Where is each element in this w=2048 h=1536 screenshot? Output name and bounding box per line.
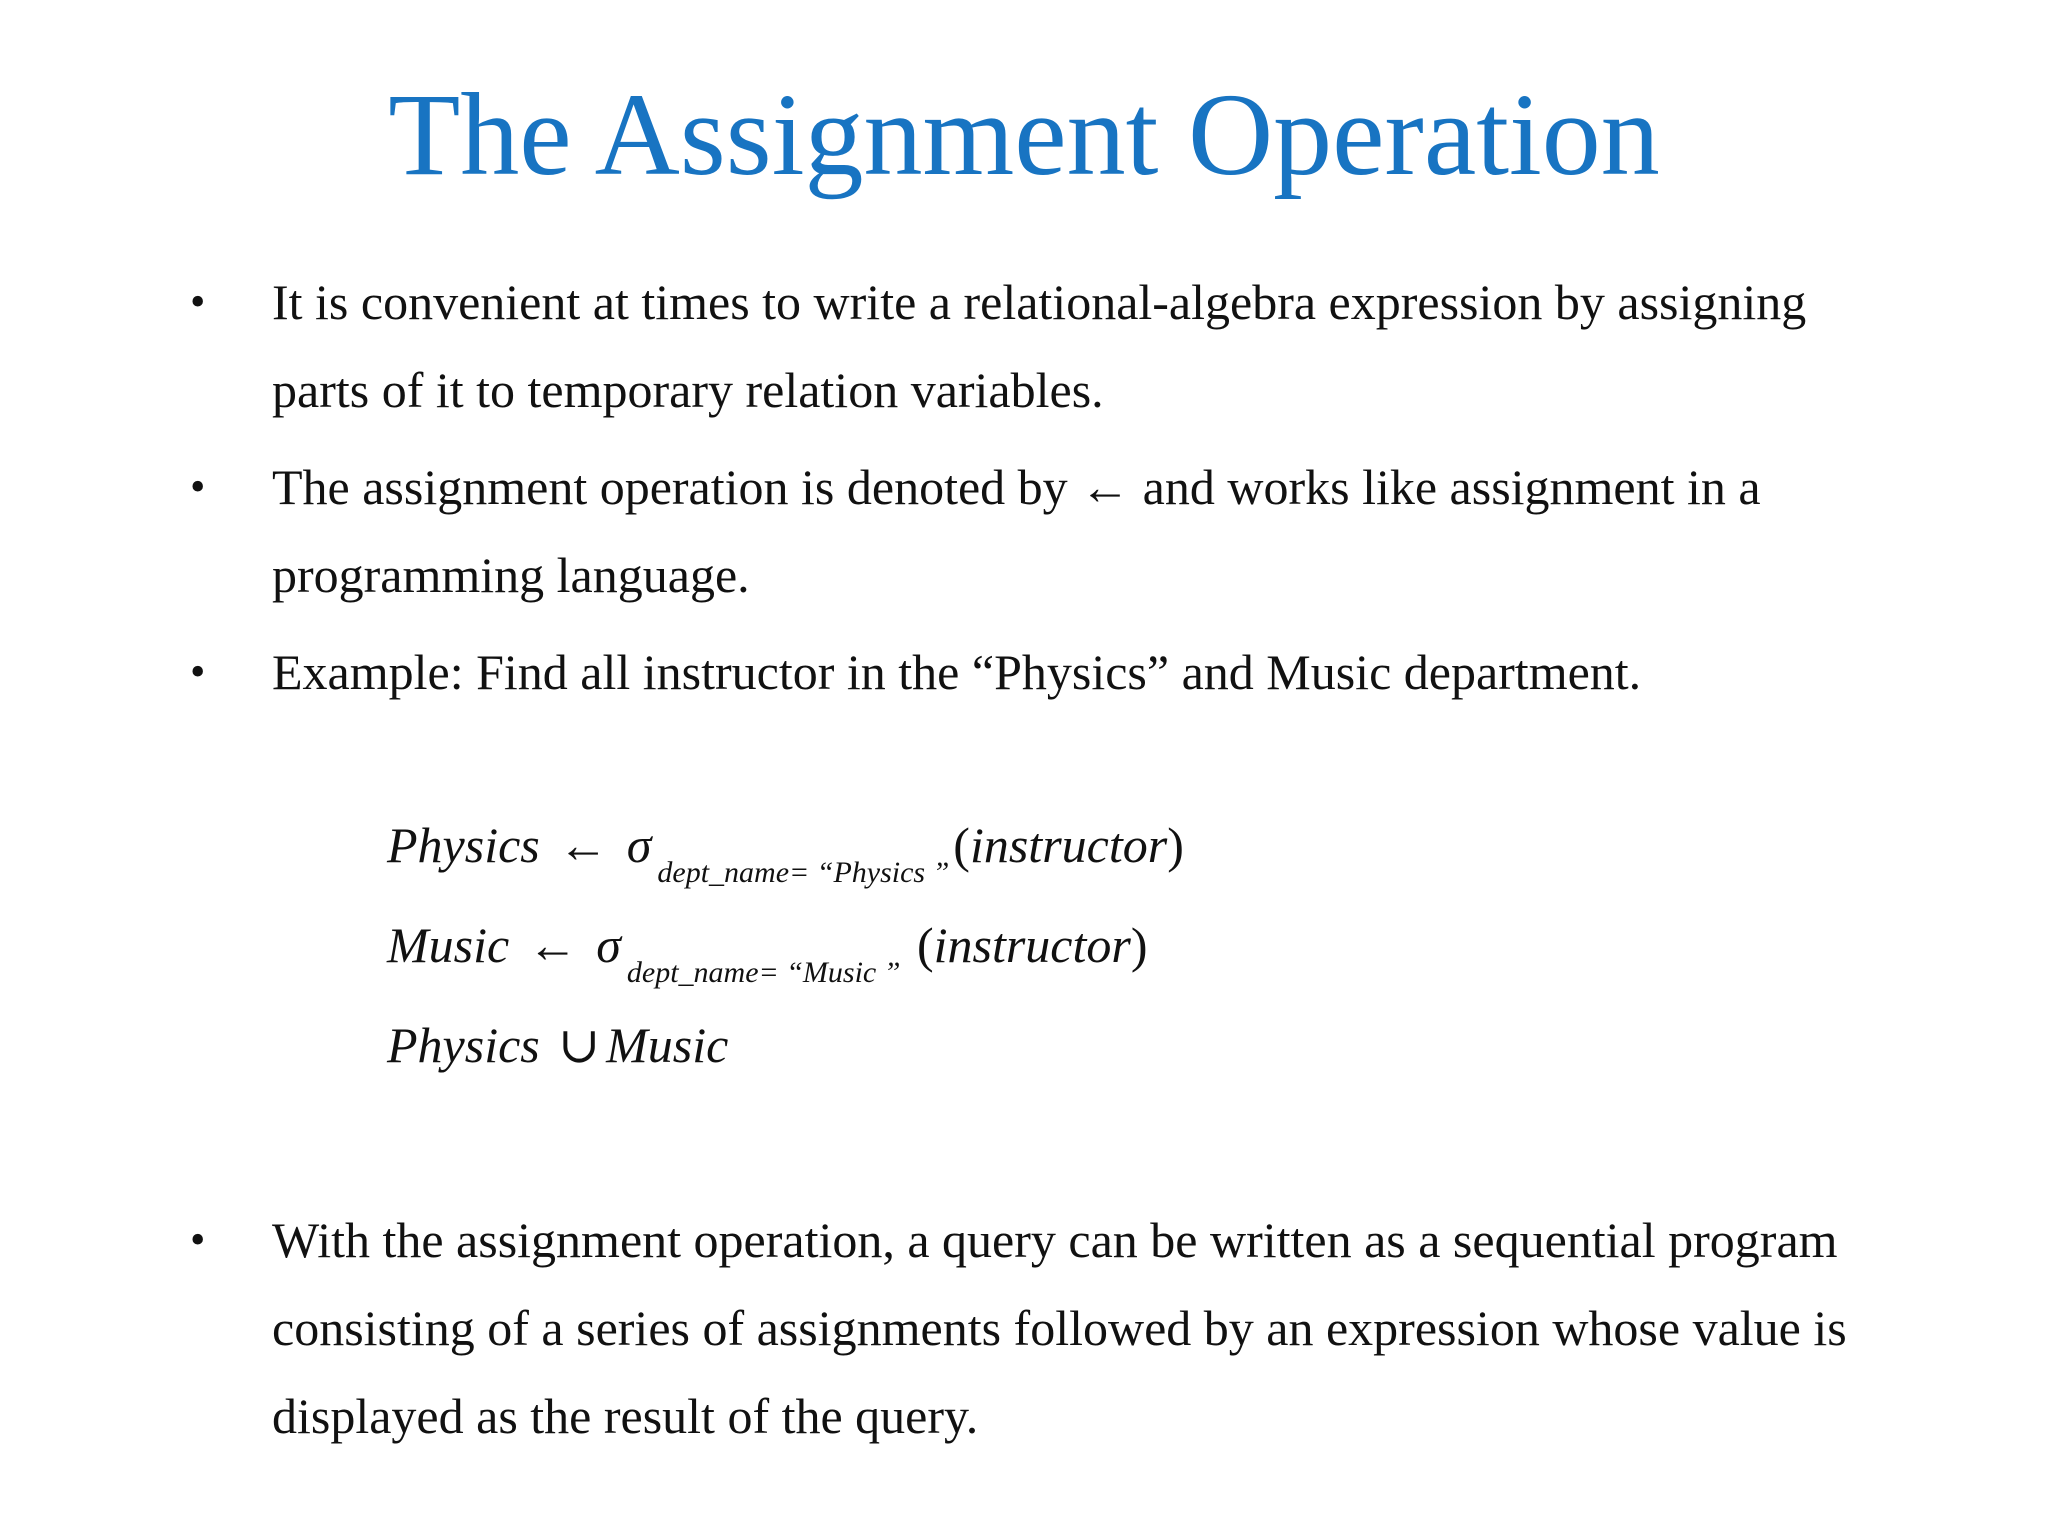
bullet-marker: •	[190, 462, 206, 511]
bullet-text: With the assignment operation, a query can be written as a sequential program consisting of a series of assignments followed by an expression whose value is displayed as the result of the query.	[272, 1212, 1847, 1444]
union-right-operand: Music	[606, 1017, 729, 1073]
assignment-arrow: ←	[558, 817, 609, 873]
bullet-text: It is convenient at times to write a relational-algebra expression by assigning parts of it to temporary relation variables.	[272, 274, 1807, 418]
bullet-marker: •	[190, 277, 206, 326]
formula-lhs: Physics	[387, 817, 540, 873]
formula-physics-assignment	[387, 815, 1184, 889]
relation-name: instructor	[969, 817, 1168, 873]
bullet-marker: •	[190, 647, 206, 696]
close-paren: )	[1167, 817, 1184, 873]
formula-music-assignment	[387, 915, 1148, 989]
bullet-text: The assignment operation is denoted by ← and works like assignment in a programming language.	[272, 459, 1761, 603]
select-operator: σ	[626, 817, 652, 873]
assignment-arrow: ←	[527, 917, 578, 973]
bullet-text: Example: Find all instructor in the “Physics” and Music department.	[272, 644, 1642, 700]
union-left-operand: Physics	[387, 1017, 540, 1073]
relation-name: instructor	[933, 917, 1131, 973]
open-paren: (	[953, 817, 970, 873]
select-operator: σ	[596, 917, 621, 973]
slide-title: The Assignment Operation	[388, 69, 1660, 200]
selection-predicate: dept_name= “Physics ”	[657, 856, 950, 889]
bullet-marker: •	[190, 1215, 206, 1264]
formula-union	[387, 1015, 728, 1075]
close-paren: )	[1130, 917, 1148, 973]
union-operator: ∪	[558, 1017, 601, 1073]
open-paren: (	[916, 917, 934, 973]
selection-predicate: dept_name= “Music ”	[626, 956, 901, 989]
formula-lhs: Music	[387, 917, 510, 973]
